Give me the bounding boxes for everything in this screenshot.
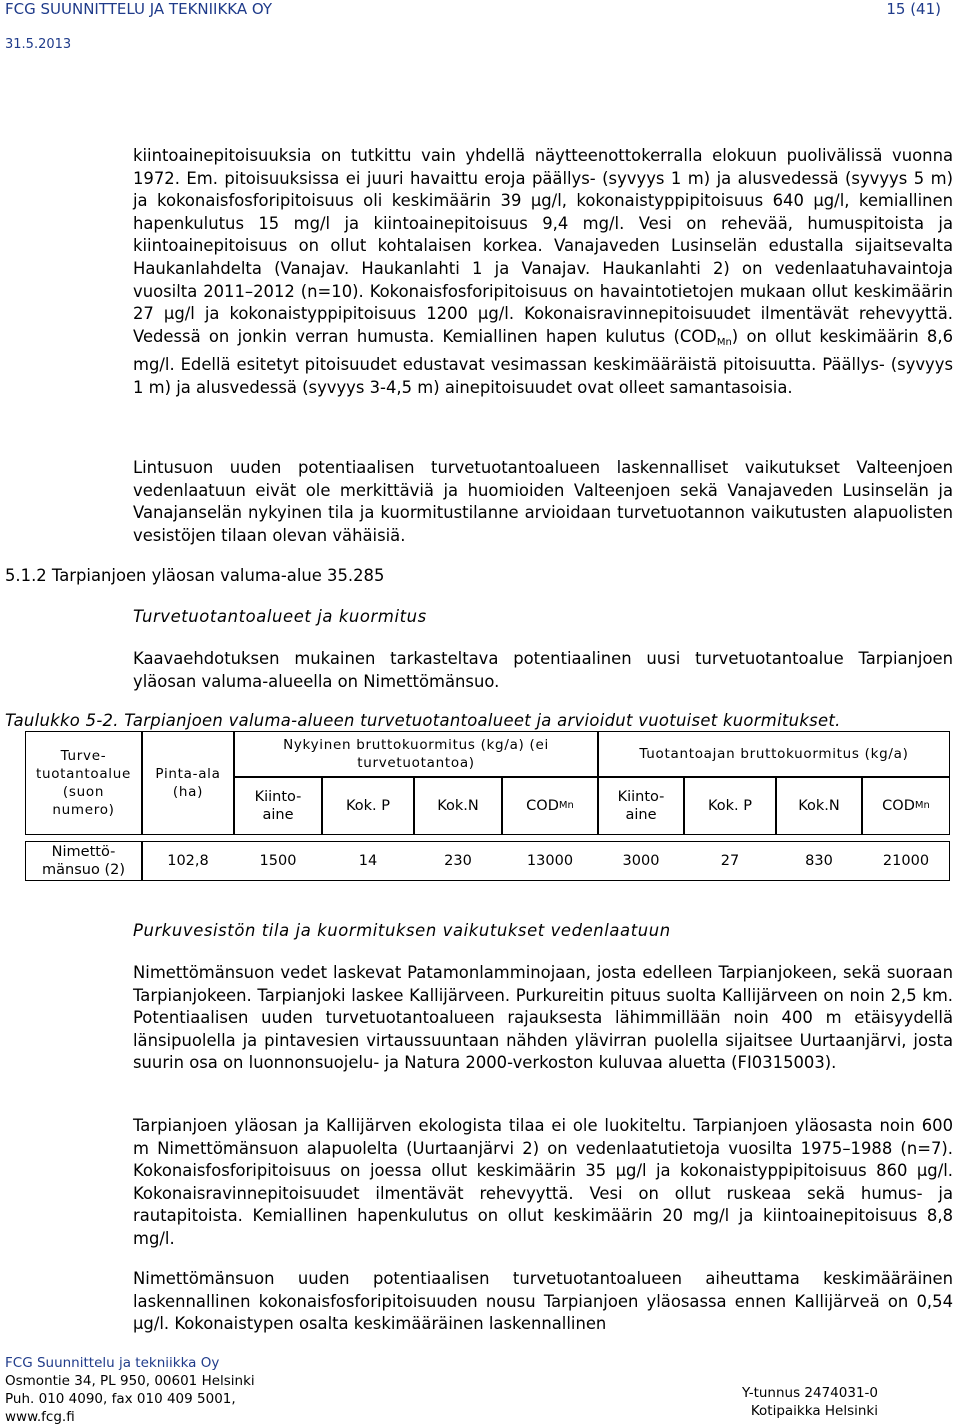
td-cur-n: 230 (444, 853, 472, 869)
section-heading: 5.1.2 Tarpianjoen yläosan valuma-alue 35.285 (5, 566, 385, 585)
th-prod-cod (862, 777, 950, 835)
th-cur-cod-sub: Mn (558, 800, 574, 811)
paragraph-6: Nimettömänsuon uuden potentiaalisen turvetuotantoalueen aiheuttama keskimääräinen laskennallinen kokonaisfosforipitoisuuden nousu Tarpianjoen yläosassa ennen Kallijärveä on 0,54 µg/l. Kokonaistypen osalta keskimääräinen laskennallinen (133, 1269, 953, 1334)
th-cur-cod-text: COD (526, 798, 559, 814)
td-prod-n: 830 (805, 853, 833, 869)
cod-subscript: Mn (716, 336, 732, 348)
paragraph-3: Kaavaehdotuksen mukainen tarkasteltava potentiaalinen uusi turvetuotantoalue Tarpianjoen yläosan valuma-alueella on Nimettömänsuo. (133, 649, 953, 691)
header-page-number: 15 (41) (886, 0, 941, 18)
footer-domicile: Kotipaikka Helsinki (750, 1403, 878, 1419)
th-area: Turve-tuotantoalue (suon numero) (25, 731, 142, 835)
td-cur-cod: 13000 (526, 853, 574, 869)
td-name: Nimettö-mänsuo (2) (25, 841, 142, 881)
footer-phone: Puh. 010 4090, fax 010 409 5001, (5, 1391, 236, 1407)
th-cur-p: Kok. P (322, 777, 414, 835)
th-prod-cod-text: COD (882, 798, 915, 814)
th-cur-solids: Kiinto-aine (234, 777, 322, 835)
paragraph-2: Lintusuon uuden potentiaalisen turvetuotantoalueen laskennalliset vaikutukset Valteenjoen vedenlaatuun eivät ole merkittäviä ja huomioiden Valteenjoen sekä Vanajaveden Lusinselän ja Vanajanselän nykyinen tila ja kuormitustilanne arvioidaan turvetuotannon vaikutusten alapuolisten vesistöjen tilaan olevan vähäisiä. (133, 458, 953, 545)
th-production-load: Tuotantoajan bruttokuormitus (kg/a) (598, 731, 950, 777)
th-prod-p: Kok. P (684, 777, 776, 835)
load-table (25, 731, 950, 881)
td-area: 102,8 (167, 853, 209, 869)
paragraph-1 (133, 145, 953, 400)
subheading-impacts: Purkuvesistön tila ja kuormituksen vaikutukset vedenlaatuun (133, 921, 671, 940)
td-prod-solids: 3000 (622, 853, 660, 869)
footer-company: FCG Suunnittelu ja tekniikka Oy (5, 1355, 220, 1371)
th-prod-solids: Kiinto-aine (598, 777, 684, 835)
td-cur-p: 14 (358, 853, 378, 869)
td-cur-solids: 1500 (259, 853, 297, 869)
th-current-load: Nykyinen bruttokuormitus (kg/a) (ei turvetuotantoa) (234, 731, 598, 777)
footer-web[interactable]: www.fcg.fi (5, 1409, 75, 1425)
paragraph-1-tail: ) on ollut keskimäärin 8,6 mg/l. Edellä esitetyt pitoisuudet edustavat vesimassan keskimääräistä pitoisuutta. Päällys- (syvyys 1 m) ja alusvedessä (syvyys 3-4,5 m) ainepitoisuudet ovat olleet samantasoisia. (133, 326, 953, 397)
subheading-load: Turvetuotantoalueet ja kuormitus (133, 607, 427, 626)
th-prod-n: Kok.N (776, 777, 862, 835)
th-size: Pinta-ala (ha) (142, 731, 234, 835)
paragraph-5: Tarpianjoen yläosan ja Kallijärven ekologista tilaa ei ole luokiteltu. Tarpianjoen yläosasta noin 600 m Nimettömänsuon alapuolelta (Uurtaanjärvi 2) on vedenlaatutietoja vuosilta 1975–1988 (n=7). Kokonaisfosforipitoisuus on joessa ollut keskimäärin 35 µg/l ja kokonaistyppipitoisuus 860 µg/l. Kokonaisravinnepitoisuudet ilmentävät rehevyyttä. Vesi on ollut ruskeaa sekä humus- ja rautapitoista. Kemiallinen hapenkulutus on ollut keskimäärin 20 mg/l ja kiintoainepitoisuus 8,8 mg/l. (133, 1116, 953, 1248)
table-caption: Taulukko 5-2. Tarpianjoen valuma-alueen turvetuotantoalueet ja arvioidut vuotuiset kuormitukset. (5, 711, 841, 730)
header-date: 31.5.2013 (5, 37, 72, 52)
paragraph-1-text: kiintoainepitoisuuksia on tutkittu vain yhdellä näytteenottokerralla elokuun puolivälissä vuonna 1972. Em. pitoisuuksissa ei juuri havaittu eroja päällys- (syvyys 1 m) ja alusvedessä (syvyys 5 m) ja kokonaisfosforipitoisuus oli keskimäärin 39 µg/l, kokonaistyppipitoisuus 640 µg/l, kemiallinen hapenkulutus 15 mg/l ja kiintoainepitoisuus 9,4 mg/l. Vesi on rehevää, humuspitoista ja kiintoainepitoisuus on ollut kohtalaisen korkea. Vanajaveden Lusinselän edustalla sijaitsevalta Haukanlahdelta (Vanajav. Haukanlahti 1 ja Vanajav. Haukanlahti 2) on vedenlaatuhavaintoja vuosilta 2011–2012 (n=10). Kokonaisfosforipitoisuus on havaintotietojen mukaan ollut keskimäärin 27 µg/l ja kokonaistyppipitoisuus 1200 µg/l. Kokonaisravinnepitoisuudet ilmentävät rehevyyttä. Vedessä on jonkin verran humusta. Kemiallinen hapen kulutus (COD (133, 146, 953, 346)
paragraph-4: Nimettömänsuon vedet laskevat Patamonlamminojaan, josta edelleen Tarpianjokeen, sekä suoraan Tarpianjokeen. Tarpianjoki laskee Kallijärveen. Purkureitin pituus suolta Kallijärveen on noin 2,5 km. Potentiaalisen uuden turvetuotantoalueen rajauksesta lähimmillään noin 400 m etäisyydellä länsipuolella ja pintavesien virtaussuuntaan nähden ylävirran puolella sijaitsee Uurtaanjärvi, josta suurin osa on luonnonsuojelu- ja Natura 2000-verkoston kuluvaa aluetta (FI0315003). (133, 963, 953, 1073)
footer-business-id: Y-tunnus 2474031-0 (742, 1385, 878, 1401)
footer-address: Osmontie 34, PL 950, 00601 Helsinki (5, 1373, 255, 1389)
th-cur-cod (502, 777, 598, 835)
th-prod-cod-sub: Mn (914, 800, 930, 811)
td-prod-p: 27 (720, 853, 740, 869)
th-cur-n: Kok.N (414, 777, 502, 835)
header-company: FCG SUUNNITTELU JA TEKNIIKKA OY (5, 0, 273, 18)
td-prod-cod: 21000 (882, 853, 930, 869)
